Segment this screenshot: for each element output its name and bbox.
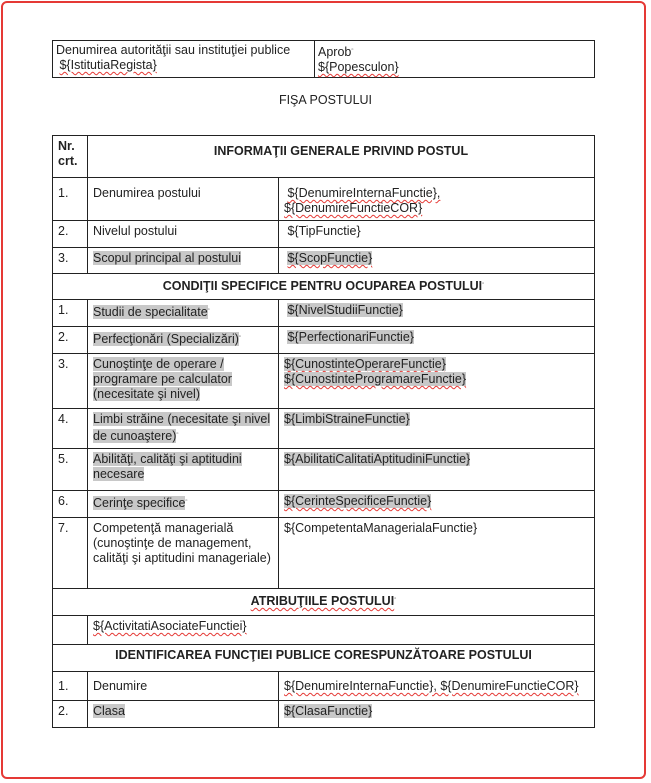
- job-description-table: [52, 135, 595, 728]
- row-value: ${DenumireInternaFunctie}, ${DenumireFunctieCOR}: [279, 178, 595, 221]
- institution-value: ${IstitutiaRegista}: [59, 58, 157, 72]
- row-number: 2.: [53, 701, 88, 728]
- row-number: 1.: [53, 300, 88, 327]
- row-number: 4.: [53, 409, 88, 449]
- row-number: 1.: [53, 672, 88, 701]
- table-row: [53, 616, 595, 645]
- section-general-title: INFORMAŢII GENERALE PRIVIND POSTUL: [88, 136, 595, 178]
- row-label: Abilităţi, calităţi şi aptitudini necesare: [88, 449, 279, 491]
- row-label: Limbi străine (necesitate şi nivel de cunoaştere)▫: [88, 409, 279, 449]
- row-number: 5.: [53, 449, 88, 491]
- table-row: [53, 672, 595, 701]
- row-value: ${ClasaFunctie}: [279, 701, 595, 728]
- table-row: [53, 248, 595, 274]
- row-number: 1.: [53, 178, 88, 221]
- section-identification-title: IDENTIFICAREA FUNCŢIEI PUBLICE CORESPUNZĂTOARE POSTULUI: [53, 645, 595, 672]
- table-row: [53, 449, 595, 491]
- row-label: Cunoştinţe de operare / programare pe calculator (necesitate şi nivel): [88, 354, 279, 409]
- section-header-row: [53, 589, 595, 616]
- institution-label: Denumirea autorităţii sau instituţiei publice: [56, 43, 291, 57]
- row-label: Nivelul postului: [88, 221, 279, 248]
- row-number: 2.: [53, 327, 88, 354]
- section-duties-title: ATRIBUŢIILE POSTULUI▫: [53, 589, 595, 616]
- row-label: Cerinţe specifice▫: [88, 491, 279, 518]
- table-row: [53, 300, 595, 327]
- row-number: 6.: [53, 491, 88, 518]
- row-value: ${TipFunctie}: [279, 221, 595, 248]
- table-row: [53, 327, 595, 354]
- row-number: 7.: [53, 518, 88, 589]
- section-header-row: [53, 136, 595, 178]
- table-row: [53, 409, 595, 449]
- row-number: 3.: [53, 248, 88, 274]
- row-number: [53, 616, 88, 645]
- row-value: ${CerinteSpecificeFunctie}: [279, 491, 595, 518]
- table-row: [53, 518, 595, 589]
- row-value: ${CompetentaManagerialaFunctie}: [279, 518, 595, 589]
- row-value: ${DenumireInternaFunctie}, ${DenumireFunctieCOR}: [279, 672, 595, 701]
- institution-cell: [53, 41, 315, 78]
- table-row: [53, 354, 595, 409]
- row-value: ${LimbiStraineFunctie}: [279, 409, 595, 449]
- table-row: [53, 221, 595, 248]
- row-label: Perfecţionări (Specializări)▫: [88, 327, 279, 354]
- row-label: Scopul principal al postului: [88, 248, 279, 274]
- row-value: ${PerfectionariFunctie}: [279, 327, 595, 354]
- row-label: Denumire: [88, 672, 279, 701]
- section-conditions-title: CONDIŢII SPECIFICE PENTRU OCUPAREA POSTULUI▫: [53, 274, 595, 300]
- nr-crt-header: Nr. crt.: [53, 136, 88, 178]
- table-row: [53, 491, 595, 518]
- approve-cell: [315, 41, 595, 78]
- row-value: ${NivelStudiiFunctie}: [279, 300, 595, 327]
- row-value: ${AbilitatiCalitatiAptitudiniFunctie}: [279, 449, 595, 491]
- approve-value: ${Popesculon}: [318, 60, 399, 75]
- section-header-row: [53, 645, 595, 672]
- row-value: ${CunostinteOperareFunctie} ${CunostinteProgramareFunctie}: [279, 354, 595, 409]
- row-number: 3.: [53, 354, 88, 409]
- row-value: ${ActivitatiAsociateFunctiei}: [88, 616, 595, 645]
- page-title: FIŞA POSTULUI: [278, 93, 373, 107]
- row-value: ${ScopFunctie}: [279, 248, 595, 274]
- row-label: Competenţă managerială (cunoştinţe de management, calităţi şi aptitudini manageriale): [88, 518, 279, 589]
- row-number: 2.: [53, 221, 88, 248]
- row-label: Clasa: [88, 701, 279, 728]
- row-label: Denumirea postului: [88, 178, 279, 221]
- section-header-row: [53, 274, 595, 300]
- table-row: [53, 178, 595, 221]
- approve-label: Aprob▫: [318, 45, 354, 60]
- table-row: [53, 701, 595, 728]
- row-label: Studii de specialitate▫: [88, 300, 279, 327]
- header-table: [52, 40, 595, 78]
